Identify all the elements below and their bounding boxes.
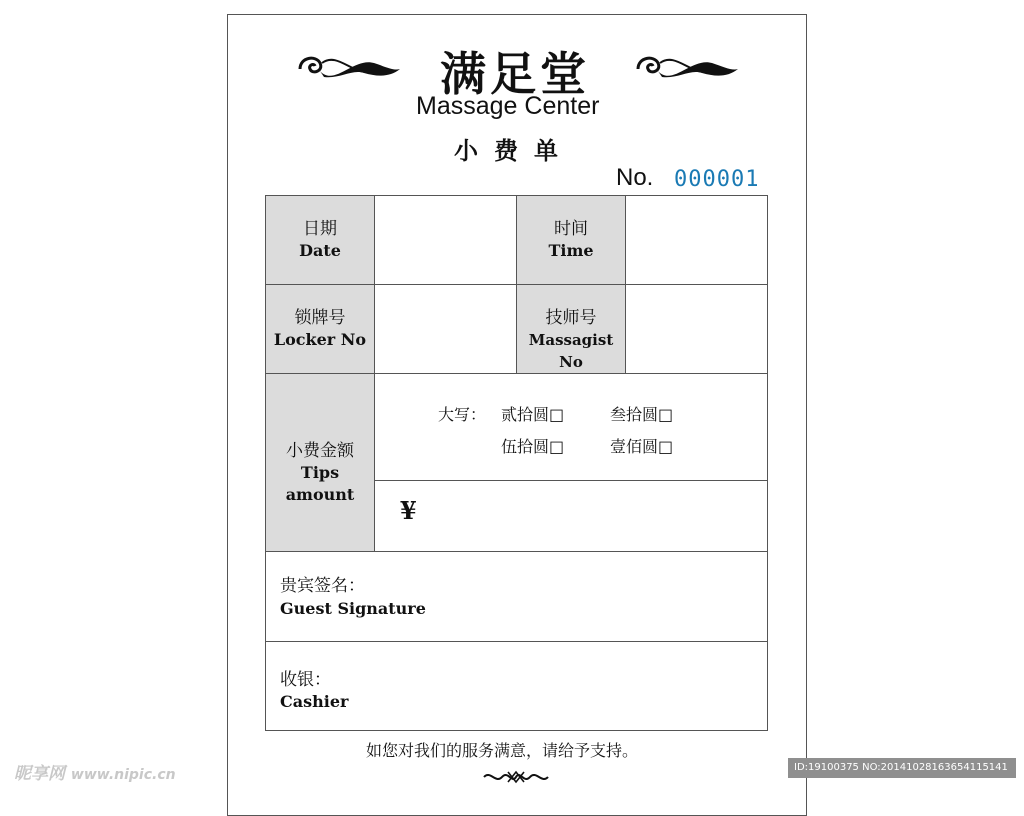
cashier-label-cn: 收银： (280, 670, 331, 690)
watermark-image-id: ID:19100375 NO:20141028163654115141 (788, 758, 1016, 778)
cashier-label-en: Cashier (280, 692, 349, 711)
option-30-yuan[interactable]: 叁拾圆□ (610, 405, 674, 424)
right-swirl-ornament (632, 47, 740, 91)
cashier-cell[interactable] (265, 641, 768, 731)
time-field[interactable] (625, 195, 768, 285)
guest-signature-label-en: Guest Signature (280, 599, 426, 618)
date-label-en: Date (299, 241, 341, 260)
footer-note: 如您对我们的服务满意，请给予支持。 (366, 741, 639, 760)
massagist-label-en: Massagist No (528, 331, 614, 371)
massagist-field[interactable] (625, 284, 768, 374)
massagist-label-cn: 技师号 (545, 308, 597, 328)
serial-number-value: 000001 (674, 167, 760, 192)
option-50-yuan[interactable]: 伍拾圆□ (501, 437, 565, 456)
locker-label-en: Locker No (273, 330, 367, 349)
serial-number-label: No. (616, 164, 654, 191)
time-label-en: Time (548, 241, 594, 260)
option-20-yuan[interactable]: 贰拾圆□ (501, 405, 565, 424)
store-name-cn: 满足堂 (440, 47, 590, 101)
time-label-cn: 时间 (554, 219, 588, 239)
watermark-site-logo (14, 759, 176, 784)
tips-label-cell (265, 373, 375, 552)
locker-label-cn: 锁牌号 (294, 308, 346, 328)
watermark-site-name: 昵享网 (14, 764, 65, 784)
date-label-cn: 日期 (303, 219, 337, 239)
knot-ornament (480, 768, 552, 786)
option-100-yuan[interactable]: 壹佰圆□ (610, 437, 674, 456)
form-title: 小费单 (454, 137, 574, 165)
massagist-label-cell (516, 284, 626, 374)
capital-amount-label: 大写： (438, 405, 487, 424)
time-label-cell (516, 195, 626, 285)
locker-field[interactable] (374, 284, 517, 374)
left-swirl-ornament (294, 47, 402, 91)
store-name-en: Massage Center (416, 92, 600, 120)
yen-symbol: ¥ (400, 496, 417, 525)
tips-options-cell (374, 373, 768, 481)
guest-signature-label-cn: 贵宾签名： (280, 576, 365, 596)
date-field[interactable] (374, 195, 517, 285)
tips-label-en: Tips amount (285, 463, 355, 504)
locker-label-cell (265, 284, 375, 374)
watermark-site-url: www.nipic.cn (70, 767, 176, 783)
tips-label-cn: 小费金额 (286, 441, 354, 461)
date-label-cell (265, 195, 375, 285)
tips-amount-field[interactable] (374, 480, 768, 552)
